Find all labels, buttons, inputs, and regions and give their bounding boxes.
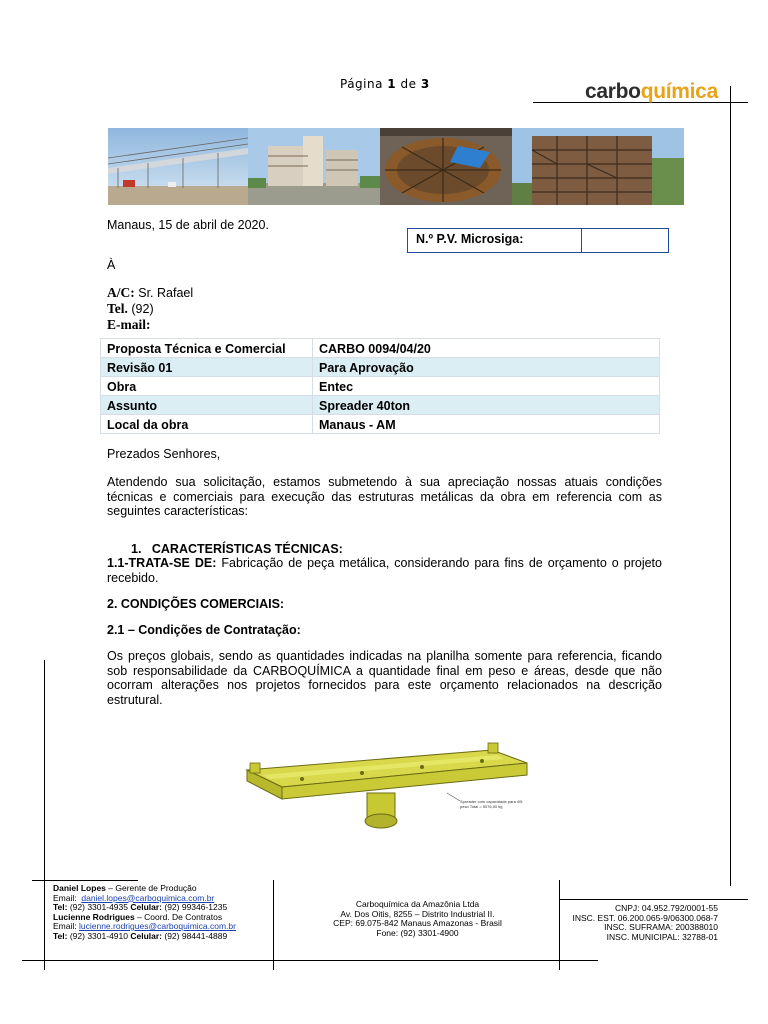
footer-rule-left [32,880,138,881]
steel-roof-structure-photo [108,128,248,205]
intro-paragraph: Atendendo sua solicitação, estamos submetendo à sua apreciação nossas atuais condições técnicas e comerciais para execução das estruturas metálicas da obra em referencia com as seguintes características: [107,475,662,518]
greeting: Prezados Senhores, [107,447,221,461]
trata-se-paragraph: 1.1-TRATA-SE DE: Fabricação de peça metálica, considerando para fins de orçamento o projeto recebido. [107,556,662,585]
email-link-lucienne[interactable]: lucienne.rodrigues@carboquimica.com.br [79,921,236,931]
footer-company-address: Carboquímica da Amazônia Ltda Av. Dos Oitis, 8255 – Distrito Industrial II. CEP: 69.075-842 Manaus Amazonas - Brasil Fone: (92) 3301-4900 [333,899,502,938]
figure-caption-2: peso Total = 5076,00 kg [460,804,503,809]
email-label: E-mail: [107,317,151,332]
carboquimica-logo: carboquímica [585,80,718,103]
section-2-heading: 2. CONDIÇÕES COMERCIAIS: [107,597,285,611]
footer-contacts: Daniel Lopes – Gerente de Produção Email: daniel.lopes@carboquimica.com.br Tel: (92) 3301-4935 Celular: (92) 99346-1235 Lucienne Rodrigues – Coord. De Contratos Email: lucienne.rodrigues@carboquimica.com.br Tel: (92) 3301-4910 Celular: (92) 98441-4889 [53,883,236,941]
footer-divider-1 [273,880,274,970]
proposal-info-table [100,338,660,434]
building-steel-frame-photo [512,128,684,205]
right-margin-rule [730,86,731,886]
tel-label: Tel. [107,301,128,316]
pv-value [582,229,668,252]
recipient-marker: À [107,258,116,272]
tel-value: (92) [131,302,154,316]
section-1-heading: 1. CARACTERÍSTICAS TÉCNICAS: [131,542,343,556]
ac-label: A/C: [107,285,135,300]
table-row: Obra Entec [101,377,660,396]
table-row: Revisão 01 Para Aprovação [101,358,660,377]
table-row: Assunto Spreader 40ton [101,396,660,415]
footer-rule-right [560,899,748,900]
figure-caption-1: Spreader com capacidade para 40t [460,799,523,804]
circular-steel-frame-photo [380,128,512,205]
left-margin-rule [44,660,45,970]
page-number: Página 1 de 3 [340,77,430,91]
contract-paragraph: Os preços globais, sendo as quantidades indicadas na planilha somente para referencia, ficando sob responsabilidade da CARBOQUÍMICA a quantidade final em peso e áreas, desde que não ocorram alterações nos projetos fornecidos para este orçamento relacionados na descrição estrutural. [107,649,662,707]
footer-rule-bottom [22,960,598,961]
email-link-daniel[interactable]: daniel.lopes@carboquimica.com.br [81,892,215,903]
pv-label: N.º P.V. Microsiga: [408,229,582,252]
letter-date: Manaus, 15 de abril de 2020. [107,218,269,232]
photo-banner [108,128,684,205]
ac-value: Sr. Rafael [138,286,194,300]
section-2-1-heading: 2.1 – Condições de Contratação: [107,623,301,637]
pv-microsiga-box [407,228,669,253]
footer-registration: CNPJ: 04.952.792/0001-55 INSC. EST. 06.200.065-9/06300.068-7 INSC. SUFRAMA: 200388010 INSC. MUNICIPAL: 32788-01 [572,903,718,942]
recipient-block [107,285,193,333]
spreader-illustration [242,735,532,835]
industrial-plant-photo [248,128,380,205]
table-row: Proposta Técnica e Comercial CARBO 0094/04/20 [101,339,660,358]
table-row: Local da obra Manaus - AM [101,415,660,434]
